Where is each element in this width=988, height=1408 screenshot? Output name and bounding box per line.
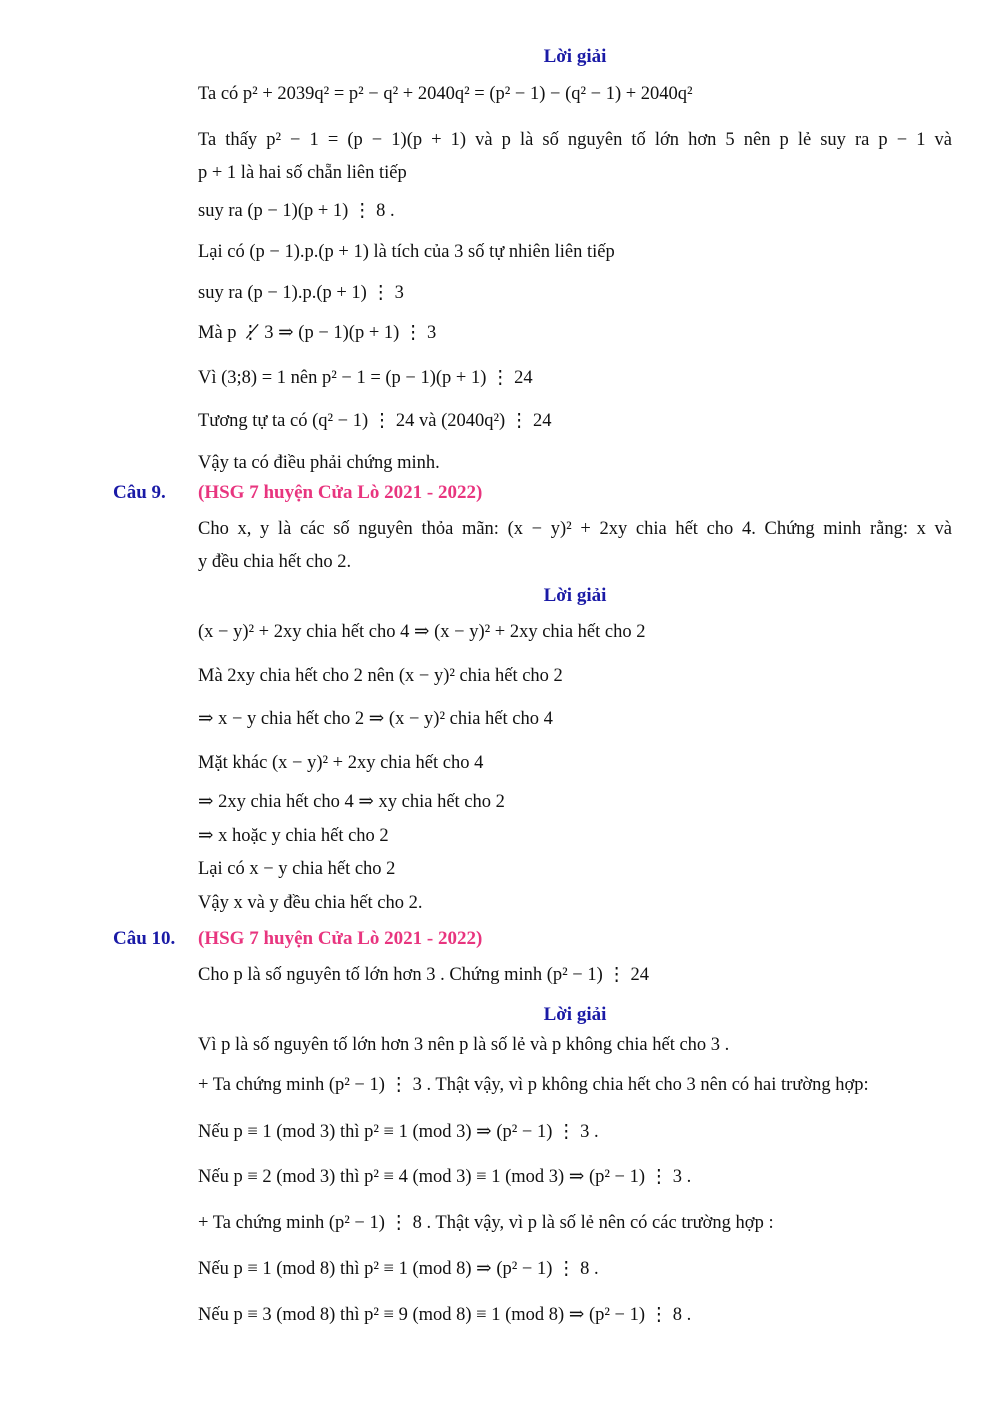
solution-line: ⇒ x hoặc y chia hết cho 2 — [198, 826, 389, 846]
solution-line: Lại có (p − 1).p.(p + 1) là tích của 3 số tự nhiên liên tiếp — [198, 242, 615, 262]
question-label: Câu 10. — [113, 928, 176, 949]
solution-line: Lại có x − y chia hết cho 2 — [198, 859, 396, 879]
question-statement: Cho x, y là các số nguyên thỏa mãn: (x − y)² + 2xy chia hết cho 4. Chứng minh rằng: x và — [198, 519, 952, 539]
solution-line: Mà 2xy chia hết cho 2 nên (x − y)² chia hết cho 2 — [198, 666, 563, 686]
solution-line: p + 1 là hai số chẵn liên tiếp — [198, 163, 407, 183]
question-statement: y đều chia hết cho 2. — [198, 552, 352, 572]
solution-line: suy ra (p − 1)(p + 1) ⋮ 8 . — [198, 201, 395, 221]
solution-line: Mặt khác (x − y)² + 2xy chia hết cho 4 — [198, 753, 484, 773]
solution-line: Nếu p ≡ 3 (mod 8) thì p² ≡ 9 (mod 8) ≡ 1 (mod 8) ⇒ (p² − 1) ⋮ 8 . — [198, 1305, 692, 1325]
question-source: (HSG 7 huyện Cửa Lò 2021 - 2022) — [198, 928, 483, 949]
solution-line: Nếu p ≡ 1 (mod 3) thì p² ≡ 1 (mod 3) ⇒ (p² − 1) ⋮ 3 . — [198, 1122, 599, 1142]
solution-line: Vì p là số nguyên tố lớn hơn 3 nên p là số lẻ và p không chia hết cho 3 . — [198, 1035, 730, 1055]
solution-line: + Ta chứng minh (p² − 1) ⋮ 8 . Thật vậy, vì p là số lẻ nên có các trường hợp : — [198, 1213, 774, 1233]
solution-line: suy ra (p − 1).p.(p + 1) ⋮ 3 — [198, 283, 404, 303]
solution-line: Mà p ⋮̸ 3 ⇒ (p − 1)(p + 1) ⋮ 3 — [198, 323, 437, 343]
solution-line: Vậy x và y đều chia hết cho 2. — [198, 893, 423, 913]
solution-line: Nếu p ≡ 2 (mod 3) thì p² ≡ 4 (mod 3) ≡ 1 (mod 3) ⇒ (p² − 1) ⋮ 3 . — [198, 1167, 692, 1187]
solution-heading: Lời giải — [543, 46, 607, 67]
solution-line: ⇒ x − y chia hết cho 2 ⇒ (x − y)² chia hết cho 4 — [198, 709, 553, 729]
solution-line: Tương tự ta có (q² − 1) ⋮ 24 và (2040q²) ⋮ 24 — [198, 411, 552, 431]
solution-line: Vì (3;8) = 1 nên p² − 1 = (p − 1)(p + 1) ⋮ 24 — [198, 368, 533, 388]
solution-line: (x − y)² + 2xy chia hết cho 4 ⇒ (x − y)² + 2xy chia hết cho 2 — [198, 622, 646, 642]
solution-line: Nếu p ≡ 1 (mod 8) thì p² ≡ 1 (mod 8) ⇒ (p² − 1) ⋮ 8 . — [198, 1259, 599, 1279]
question-label: Câu 9. — [113, 482, 166, 503]
solution-line: Ta có p² + 2039q² = p² − q² + 2040q² = (p² − 1) − (q² − 1) + 2040q² — [198, 84, 693, 104]
solution-heading: Lời giải — [543, 585, 607, 606]
solution-line: Vậy ta có điều phải chứng minh. — [198, 453, 440, 473]
question-statement: Cho p là số nguyên tố lớn hơn 3 . Chứng minh (p² − 1) ⋮ 24 — [198, 965, 650, 985]
solution-line: + Ta chứng minh (p² − 1) ⋮ 3 . Thật vậy, vì p không chia hết cho 3 nên có hai trường hợp: — [198, 1075, 869, 1095]
solution-line: ⇒ 2xy chia hết cho 4 ⇒ xy chia hết cho 2 — [198, 792, 505, 812]
question-source: (HSG 7 huyện Cửa Lò 2021 - 2022) — [198, 482, 483, 503]
solution-heading: Lời giải — [543, 1004, 607, 1025]
solution-line: Ta thấy p² − 1 = (p − 1)(p + 1) và p là số nguyên tố lớn hơn 5 nên p lẻ suy ra p − 1 và — [198, 130, 952, 150]
